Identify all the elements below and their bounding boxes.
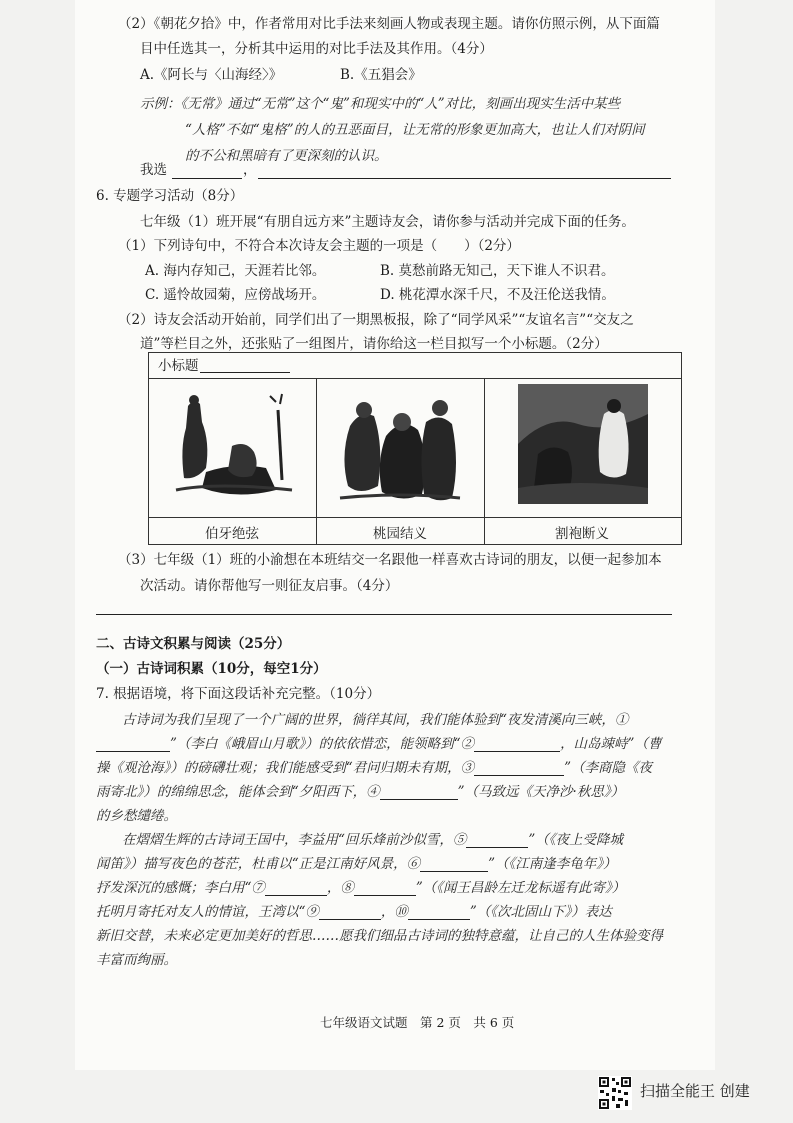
choose-separator: ， (243, 162, 257, 178)
q6-sub2-line1: （2）诗友会活动开始前，同学们出了一期黑板报，除了“同学风采”“友谊名言”“交友之 (118, 312, 634, 328)
blank-7[interactable] (265, 881, 327, 896)
q6-opt-d: D. 桃花潭水深千尺，不及汪伦送我情。 (380, 287, 615, 303)
blank-2[interactable] (474, 737, 560, 752)
q6-opt-c: C. 遥怜故园菊，应傍战场开。 (145, 287, 326, 303)
qr-code-icon (598, 1076, 632, 1110)
q5-2-example-line1: 示例：《无常》通过“无常”这个“鬼”和现实中的“人”对比，刻画出现实生活中某些 (140, 96, 621, 112)
p2-line4: 托明月寄托对友人的情谊，王湾以“⑨ ，⑩ ”（《次北固山下》）表达 (96, 904, 612, 920)
q5-2-choose-label: 我选 (140, 162, 167, 178)
boya-juexian-picture (170, 386, 298, 510)
blank-3[interactable] (474, 761, 564, 776)
q6-intro: 七年级（1）班开展“有朋自远方来”主题诗友会，请你参与活动并完成下面的任务。 (140, 214, 635, 230)
q5-2-line1: （2）《朝花夕拾》中，作者常用对比手法来刻画人物或表现主题。请你仿照示例，从下面篇 (118, 16, 660, 32)
blank-8[interactable] (354, 881, 416, 896)
section2-heading: 二、古诗文积累与阅读（25分） (96, 636, 291, 652)
q6-sub3-line2: 次活动。请你帮他写一则征友启事。（4分） (140, 578, 399, 594)
page-footer: 七年级语文试题 第 2 页 共 6 页 (320, 1015, 515, 1030)
caption-3: 割袍断义 (555, 526, 609, 542)
p2-line6: 丰富而绚丽。 (96, 952, 177, 968)
blank-4[interactable] (380, 785, 458, 800)
blank-6[interactable] (420, 857, 488, 872)
p1-line5: 的乡愁缱绻。 (96, 808, 177, 824)
p2-line1: 在熠熠生辉的古诗词王国中，李益用“回乐烽前沙似雪，⑤ ”（《夜上受降城 (122, 832, 624, 848)
q6-sub3-line1: （3）七年级（1）班的小渝想在本班结交一名跟他一样喜欢古诗词的朋友，以便一起参加本 (118, 552, 662, 568)
scanner-watermark: 扫描全能王 创建 (640, 1082, 750, 1100)
caption-2: 桃园结义 (373, 526, 427, 542)
gepao-duanyi-picture (518, 384, 648, 504)
q5-2-option-b: B.《五猖会》 (340, 67, 422, 83)
choose-answer-line (172, 178, 242, 179)
q7-heading: 7. 根据语境，将下面这段话补充完整。（10分） (96, 686, 381, 702)
subtitle-answer-line (200, 372, 290, 373)
q6-heading: 6. 专题学习活动（8分） (96, 188, 244, 204)
p1-line3: 操《观沧海》）的磅礴壮观；我们能感受到“君问归期未有期，③ ”（李商隐《夜 (96, 760, 653, 776)
q5-2-example-line2: “人格”不如“鬼格”的人的丑恶面目，让无常的形象更加高大，也让人们对阴间 (185, 122, 645, 138)
p2-line2: 闻笛》）描写夜色的苍茫，杜甫以“正是江南好风景，⑥ ”（《江南逢李龟年》） (96, 856, 617, 872)
taoyuan-jieyi-picture (330, 386, 470, 510)
blank-9[interactable] (319, 905, 381, 920)
q6-sub1: （1）下列诗句中，不符合本次诗友会主题的一项是（ ）（2分） (118, 238, 520, 254)
q5-2-line2: 目中任选其一，分析其中运用的对比手法及其作用。（4分） (140, 41, 493, 57)
blank-10[interactable] (408, 905, 470, 920)
subtitle-label: 小标题 (158, 358, 199, 374)
blank-1[interactable] (96, 737, 170, 752)
p2-line5: 新旧交替，未来必定更加美好的哲思……愿我们细品古诗词的独特意蕴，让自己的人生体验变得 (96, 928, 663, 944)
analysis-answer-line (258, 178, 671, 179)
q6-sub2-line2: 道”等栏目之外，还张贴了一组图片，请你给这一栏目拟写一个小标题。（2分） (140, 336, 608, 352)
p2-line3: 抒发深沉的感慨；李白用“⑦ ，⑧ ”（《闻王昌龄左迁龙标遥有此寄》） (96, 880, 626, 896)
q6-opt-b: B. 莫愁前路无知己，天下谁人不识君。 (380, 263, 615, 279)
p1-line1: 古诗词为我们呈现了一个广阔的世界，徜徉其间，我们能体验到“夜发清溪向三峡，① (122, 712, 629, 728)
caption-1: 伯牙绝弦 (205, 526, 259, 542)
notice-answer-line (96, 614, 672, 615)
blank-5[interactable] (466, 833, 528, 848)
q5-2-option-a: A.《阿长与〈山海经〉》 (140, 67, 283, 83)
q6-opt-a: A. 海内存知己，天涯若比邻。 (145, 263, 326, 279)
p1-line2: ”（李白《峨眉山月歌》）的依依惜恋，能领略到“② ，山岛竦峙”（曹 (96, 732, 661, 752)
p1-line4: 雨寄北》）的绵绵思念，能体会到“夕阳西下，④ ”（马致远《天净沙·秋思》） (96, 784, 625, 800)
q5-2-example-line3: 的不公和黑暗有了更深刻的认识。 (185, 148, 388, 164)
section2-part1: （一）古诗词积累（10分，每空1分） (96, 661, 327, 677)
